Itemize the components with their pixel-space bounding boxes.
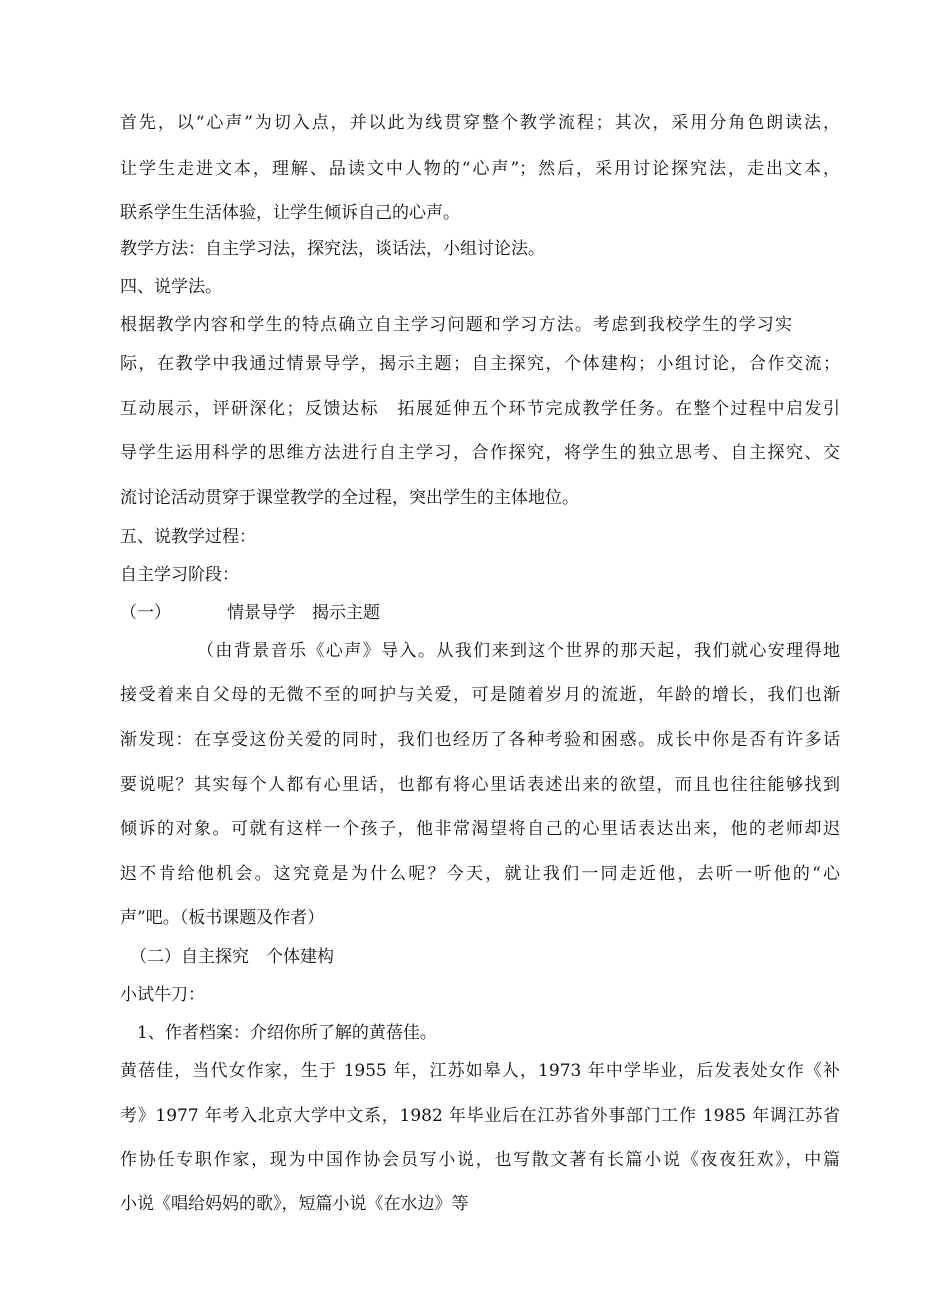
paragraph-line: （由背景音乐《心声》导入。从我们来到这个世界的那天起，我们就心安理得地 — [197, 641, 840, 661]
paragraph-line: 作协任专职作家，现为中国作协会员写小说，也写散文著有长篇小说《夜夜狂欢》，中篇 — [120, 1150, 840, 1170]
paragraph-line: 考》1977 年考入北京大学中文系，1982 年毕业后在江苏省外事部门工作 1985 年调江苏省 — [120, 1106, 840, 1126]
subsection-heading: 自主学习阶段： — [120, 565, 239, 585]
paragraph-line: 联系学生生活体验，让学生倾诉自己的心声。 — [120, 203, 460, 223]
item-heading: 情景导学 揭示主题 — [227, 603, 380, 623]
paragraph-line: 际，在教学中我通过情景导学，揭示主题；自主探究，个体建构；小组讨论，合作交流； — [120, 354, 840, 374]
paragraph-line: 声”吧。（板书课题及作者） — [120, 908, 325, 928]
subsection-heading: 小试牛刀： — [120, 985, 205, 1005]
item-heading: （二）自主探究 个体建构 — [130, 947, 334, 967]
paragraph-line: 要说呢？其实每个人都有心里话，也都有将心里话表述出来的欲望，而且也往往能够找到 — [120, 775, 840, 795]
paragraph-line: 接受着来自父母的无微不至的呵护与关爱，可是随着岁月的流逝，年龄的增长，我们也渐 — [120, 685, 840, 705]
paragraph-line: 教学方法：自主学习法，探究法，谈话法，小组讨论法。 — [120, 239, 545, 259]
paragraph-line: 黄蓓佳，当代女作家，生于 1955 年，江苏如皋人，1973 年中学毕业，后发表处女作《补 — [120, 1061, 840, 1081]
paragraph-line: 渐发现：在享受这份关爱的同时，我们也经历了各种考验和困惑。成长中你是否有许多话 — [120, 730, 840, 750]
paragraph-line: 根据教学内容和学生的特点确立自主学习问题和学习方法。考虑到我校学生的学习实 — [120, 315, 792, 335]
paragraph-line: 首先，以“心声”为切入点，并以此为线贯穿整个教学流程；其次，采用分角色朗读法， — [120, 113, 840, 133]
paragraph-line: 互动展示，评研深化；反馈达标 拓展延伸五个环节完成教学任务。在整个过程中启发引 — [120, 399, 840, 419]
paragraph-line: 小说《唱给妈妈的歌》，短篇小说《在水边》等 — [120, 1194, 469, 1214]
paragraph-line: 迟不肯给他机会。这究竟是为什么呢？今天，就让我们一同走近他，去听一听他的“心 — [120, 864, 840, 884]
list-item: 1、作者档案：介绍你所了解的黄蓓佳。 — [137, 1023, 437, 1043]
paragraph-line: 导学生运用科学的思维方法进行自主学习，合作探究，将学生的独立思考、自主探究、交 — [120, 443, 840, 463]
paragraph-line: 流讨论活动贯穿于课堂教学的全过程，突出学生的主体地位。 — [120, 488, 579, 508]
section-heading: 四、说学法。 — [120, 277, 222, 297]
section-heading: 五、说教学过程： — [120, 527, 256, 547]
item-number: （一） — [120, 603, 171, 623]
paragraph-line: 倾诉的对象。可就有这样一个孩子，他非常渴望将自己的心里话表达出来，他的老师却迟 — [120, 819, 840, 839]
paragraph-line: 让学生走进文本，理解、品读文中人物的“心声”；然后，采用讨论探究法，走出文本， — [120, 159, 840, 179]
